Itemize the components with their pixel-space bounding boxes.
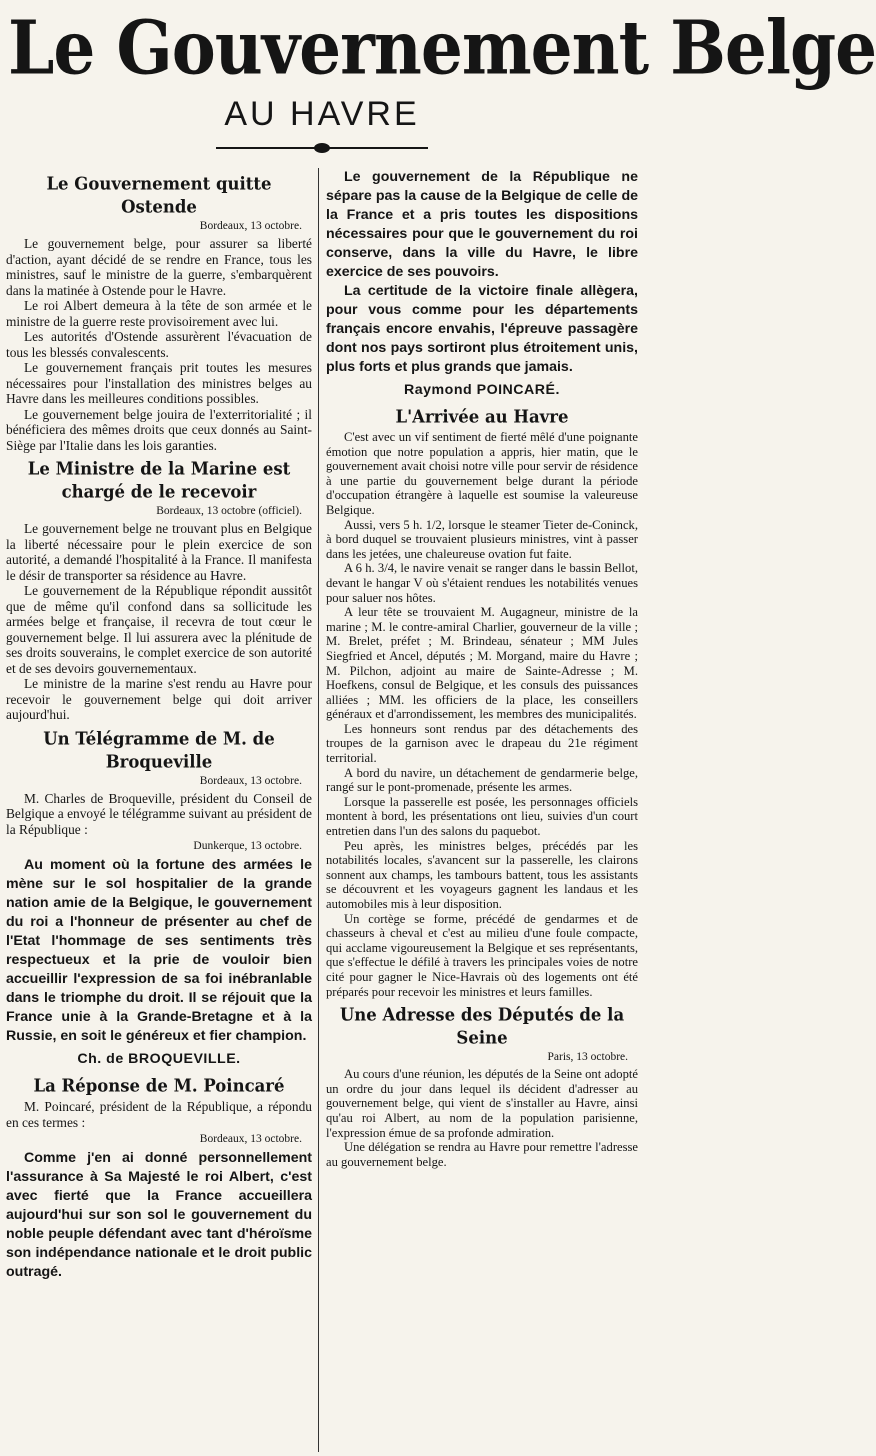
paragraph: Au cours d'une réunion, les députés de la Seine ont adopté un ordre du jour dans lequel ils décident d'adresser au gouvernement belge, qui vient de s'installer au Havre, ainsi qu'au roi Albert, au nom de la population parisienne, l'expression émue de sa profonde admiration. (326, 1067, 638, 1140)
paragraph: Le gouvernement de la République répondit aussitôt que de même qu'il confond dans sa sollicitude les armées belge et française, il recevra de tout cœur le gouvernement belge. Il lui assurera avec la plénitude de ses droits souverains, le complet exercice de son autorité et de ses devoirs gouvernementaux. (6, 583, 312, 676)
ornament-dot (314, 143, 330, 153)
signature-broqueville: Ch. de BROQUEVILLE. (77, 1051, 241, 1067)
paragraph: Le roi Albert demeura à la tête de son armée et le ministre de la guerre reste provisoirement avec lui. (6, 298, 312, 329)
dateline-ostende: Bordeaux, 13 octobre. (199, 220, 302, 232)
paragraph: Un cortège se forme, précédé de gendarmes et de chasseurs à cheval et c'est au milieu d'une foule compacte, qui acclame vigoureusement la Belgique et ses représentants, que s'effectue le défilé à travers les principales voies de notre cité pour gagner le Nice-Havrais où des logements ont été préparés pour recevoir les ministres et leurs familles. (326, 911, 638, 999)
dateline-ministre-marine: Bordeaux, 13 octobre (officiel). (156, 505, 302, 517)
paragraph: Peu après, les ministres belges, précédés par les notabilités locales, s'avancent sur la passerelle, les clairons sonnent aux champs, les tambours battent, tous les assistants se découvrent et les voyageurs gagnent les landaus et les automobiles mis à leur disposition. (326, 838, 638, 911)
paragraph: M. Poincaré, président de la République, a répondu en ces termes : (6, 1099, 312, 1130)
headline-telegramme: Un Télégramme de M. de Broqueville (43, 727, 275, 772)
telegram-text: Au moment où la fortune des armées le mène sur le sol hospitalier de la grande nation amie de la Belgique, le gouvernement du roi a l'honneur de présenter au chef de l'Etat l'hommage de ses sentiments très respectueux et la prie de vouloir bien accueillir l'expression de sa foi inébranlable dans le triomphe du droit. Il se réjouit que la France unie à la Grande-Bretagne et à la Russie, en soit le généreux et fier champion. (6, 857, 312, 1044)
paragraph: Le gouvernement français prit toutes les mesures nécessaires pour l'installation des ministres belges au Havre dans les meilleures conditions possibles. (6, 360, 312, 406)
headline-adresse-deputes: Une Adresse des Députés de la Seine (339, 1004, 625, 1049)
page-title: Le Gouvernement Belge (8, 4, 876, 92)
paragraph: A bord du navire, un détachement de gendarmerie belge, rangé sur le pont-promenade, présente les armes. (326, 765, 638, 795)
column-rule (318, 168, 319, 1452)
paragraph: Aussi, vers 5 h. 1/2, lorsque le steamer Tieter de-Coninck, à bord duquel se trouvaient plusieurs ministres, vint à passer dans les jetées, une chaleureuse ovation fut faite. (326, 517, 638, 561)
page-subtitle: AU HAVRE (224, 95, 420, 133)
paragraph: A 6 h. 3/4, le navire venait se ranger dans le bassin Bellot, devant le hangar V où s'étaient rendues les notabilités venues pour saluer nos hôtes. (326, 561, 638, 605)
paragraph: C'est avec un vif sentiment de fierté mêlé d'une poignante émotion que notre population a appris, hier matin, que le gouvernement avait choisi notre ville pour servir de résidence à une partie du gouvernement belge durant la période d'occupation étrangère à laquelle est soumise la valeureuse Belgique. (326, 430, 638, 517)
reply-text: Comme j'en ai donné personnellement l'assurance à Sa Majesté le roi Albert, c'est avec fierté que la France accueillera aujourd'hui sur son sol le gouvernement du noble peuple défendant avec tant d'héroïsme son indépendance nationale et le droit public outragé. (6, 1150, 312, 1280)
paragraph: Le gouvernement belge, pour assurer sa liberté d'action, ayant décidé de se rendre en France, tous les ministres, sauf le ministre de la guerre, s'embarquèrent dans la matinée à Ostende pour le Havre. (6, 236, 312, 298)
paragraph: Le gouvernement belge jouira de l'exterritorialité ; il bénéficiera des mêmes droits que ceux donnés au Saint-Siège par l'Italie dans les lois garanties. (6, 406, 312, 453)
dateline-reponse: Bordeaux, 13 octobre. (199, 1133, 302, 1145)
dateline-dunkerque: Dunkerque, 13 octobre. (193, 840, 302, 852)
reply-text-continued: Le gouvernement de la République ne sépare pas la cause de la Belgique de celle de la France et a pris toutes les dispositions nécessaires pour que le gouvernement du roi conserve, dans la ville du Havre, le libre exercice de ses pouvoirs. (326, 169, 638, 280)
dateline-telegramme: Bordeaux, 13 octobre. (199, 774, 302, 787)
headline-ministre-marine: Le Ministre de la Marine est chargé de le recevoir (27, 458, 291, 502)
headline-arrivee: L'Arrivée au Havre (395, 406, 569, 427)
paragraph: Le ministre de la marine s'est rendu au Havre pour recevoir le gouvernement belge qui doit arriver aujourd'hui. (6, 676, 312, 722)
left-column (6, 168, 312, 1282)
paragraph: Les autorités d'Ostende assurèrent l'évacuation de tous les blessés convalescents. (6, 329, 312, 360)
reply-text-continued: La certitude de la victoire finale allègera, pour vous comme pour les départements français encore envahis, l'épreuve passagère dont nos pays sortiront plus étroitement unis, plus forts et plus grands que jamais. (326, 283, 638, 375)
paragraph: Les honneurs sont rendus par des détachements des troupes de la garnison avec le drapeau du 21e régiment territorial. (326, 721, 638, 766)
dateline-paris: Paris, 13 octobre. (547, 1051, 628, 1064)
headline-reponse: La Réponse de M. Poincaré (33, 1075, 285, 1096)
paragraph: A leur tête se trouvaient M. Augagneur, ministre de la marine ; M. le contre-amiral Charlier, gouverneur de la ville ; M. Brelet, préfet ; M. Brindeau, sénateur ; MM Jules Siegfried et Ancel, députés ; M. Morgand, maire du Havre ; M. Pilchon, adjoint au maire de Sainte-Adresse ; M. Hoefkens, consul de Belgique, et les consuls des puissances alliées ; MM. les officiers de la place, les conseillers généraux et d'arrondissement, les membres des municipalités. (326, 605, 638, 722)
paragraph: Lorsque la passerelle est posée, les personnages officiels montent à bord, les présentations ont lieu, suivies d'un court entretien dans l'un des salons du paquebot. (326, 794, 638, 839)
paragraph: M. Charles de Broqueville, président du Conseil de Belgique a envoyé le télégramme suivant au président de la République : (6, 790, 312, 837)
headline-ostende: Le Gouvernement quitte Ostende (46, 173, 272, 217)
paragraph: Une délégation se rendra au Havre pour remettre l'adresse au gouvernement belge. (326, 1140, 638, 1169)
paragraph: Le gouvernement belge ne trouvant plus en Belgique la liberté nécessaire pour le plein exercice de son autorité, a demandé l'hospitalité à la France. Il manifesta le désir de transporter sa résidence au Havre. (6, 521, 312, 583)
masthead (0, 0, 876, 160)
right-column (326, 168, 638, 1169)
signature-poincare: Raymond POINCARÉ. (404, 382, 560, 398)
ornament-rule (216, 145, 428, 151)
